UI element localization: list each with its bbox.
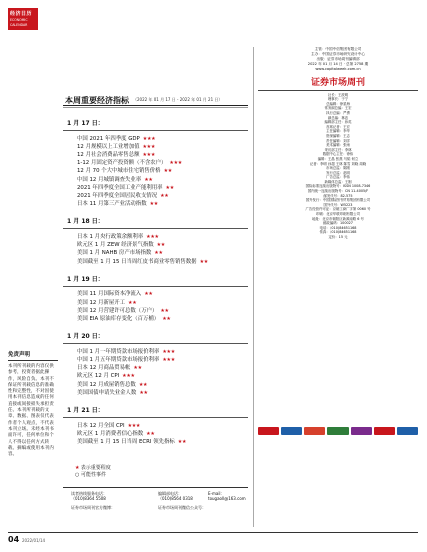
importance-stars-icon: ★★★ (162, 348, 175, 355)
day-section (63, 405, 248, 446)
indicator-item (77, 184, 248, 192)
importance-stars-icon: ★★ (128, 299, 137, 306)
staff-line: 常务副总编：王宏 (324, 106, 352, 111)
indicator-name: 日本 12 月商品贸易帐 (77, 365, 131, 372)
masthead-line: 主办：中国证券市场研究设计中心 (311, 52, 365, 56)
indicator-item (77, 372, 248, 380)
indicator-item (77, 167, 248, 175)
staff-line: 国内统一连续出版物号：CN 11-4005/F (307, 189, 369, 194)
masthead-rule (258, 90, 418, 91)
disclaimer-title: 免责声明 (8, 350, 58, 361)
day-label: 1 月 21 日： (67, 407, 104, 415)
importance-stars-icon: ★★ (138, 381, 148, 388)
partner-logo-icon (258, 427, 279, 435)
title-subrule (63, 107, 248, 108)
legend-item-importance (75, 465, 111, 472)
staff-line: 数据中心主任：徐伟 (322, 152, 354, 157)
indicator-name: 12 月 70 个大中城市住宅销售价格 (77, 168, 161, 175)
star-icon: ★ (75, 465, 80, 471)
indicator-item (77, 356, 248, 364)
indicator-item (77, 176, 248, 184)
indicator-item (77, 200, 248, 208)
importance-stars-icon: ★★ (154, 250, 163, 257)
wechat-label: 证券市场周刊微信公众号： (158, 505, 206, 510)
staff-line: 发行总监：赵明 (326, 170, 350, 175)
indicator-name: 日本 12 月全国 CPI (77, 422, 125, 429)
staff-line: 印刷：北京华联印刷有限公司 (315, 212, 361, 217)
reader-hotline-label: 读者热线服务电话： (71, 491, 107, 496)
partner-logos (258, 427, 418, 435)
indicator-name: 日本 1 月央行政策余额利率 (77, 234, 144, 241)
legend (75, 465, 111, 479)
indicator-name: 美国截至 1 月 15 日当周红皮书商业零售销售数据 (77, 258, 197, 265)
indicator-item (77, 299, 248, 307)
masthead-line: 出版：证券市场周刊编辑部 (316, 57, 360, 61)
indicator-name: 美国 12 月新屋开工 (77, 299, 126, 306)
partner-logo-icon (327, 427, 348, 435)
title-rule (63, 105, 248, 106)
importance-stars-icon: ★★ (146, 430, 155, 437)
day-section (63, 118, 248, 208)
day-rule (63, 228, 248, 229)
indicator-item (77, 364, 248, 372)
importance-stars-icon: ★★ (163, 168, 172, 175)
importance-stars-icon: ★★ (162, 316, 171, 323)
indicator-item (77, 258, 248, 266)
staff-line: 总编辑：徐星海 (326, 101, 350, 106)
day-section (63, 216, 248, 265)
importance-stars-icon: ★★ (160, 307, 169, 314)
importance-stars-icon: ★★ (199, 258, 208, 265)
disclaimer (8, 350, 58, 458)
importance-stars-icon: ★★ (177, 439, 187, 446)
indicator-name: 欧元区 1 月消费者信心指数 (77, 430, 144, 437)
day-rule (63, 286, 248, 287)
calendar-list (63, 118, 248, 454)
indicator-name: 中国 2021 年四季度 GDP (77, 135, 140, 142)
masthead-header (258, 47, 418, 72)
indicator-name: 2021 年四季度全国居民收支情况 (77, 193, 158, 200)
partner-logo-icon (374, 427, 395, 435)
indicator-item (77, 389, 248, 397)
indicator-list (63, 233, 248, 266)
indicator-name: 美国 12 月营建许可总数（万户） (77, 307, 158, 314)
importance-stars-icon: ★★ (165, 184, 174, 191)
indicator-name: 2021 年四季度全国工业产能利用率 (77, 184, 163, 191)
day-rule (63, 130, 248, 131)
importance-stars-icon: ★★★ (127, 422, 141, 429)
importance-stars-icon: ★★★ (142, 135, 156, 142)
masthead-line: 2022 年 01 月 14 日 · 总第 2758 期 (307, 62, 369, 66)
masthead-line: www.capitalweek.com.cn (315, 67, 361, 71)
indicator-name: 12 月社会消费品零售总额 (77, 152, 140, 158)
importance-stars-icon: ★★ (156, 242, 165, 249)
section-tag (8, 8, 38, 30)
indicator-item (77, 430, 248, 438)
circle-icon: ○ (75, 472, 80, 478)
indicator-name: 美国 EIA 原油库存变化（百万桶） (77, 316, 160, 323)
email[interactable]: tougaoll@163.com (208, 496, 246, 501)
staff-line: 国外代号：W5223 (323, 202, 353, 207)
indicator-item (77, 249, 248, 257)
indicator-item (77, 135, 248, 143)
page-title: 本周重要经济指标 (65, 96, 129, 105)
staff-line: 记者：李明 孙超 王林 陈雪 刘晓 周晓 (309, 161, 367, 166)
indicator-name: 日本 11 月第三产业活动指数 (77, 201, 147, 208)
indicator-item (77, 233, 248, 241)
day-rule (63, 417, 248, 418)
indicator-item (77, 438, 248, 446)
importance-stars-icon: ★★ (160, 193, 169, 200)
indicator-list (63, 290, 248, 323)
staff-line: 副总编：林忠 (327, 115, 349, 120)
importance-stars-icon: ★★★ (142, 152, 156, 158)
staff-line: 电话：（010)84651168 (319, 225, 357, 230)
indicator-name: 中国 12 月城镇调查失业率 (77, 176, 142, 183)
staff-line: 资深编辑：王志 (326, 133, 350, 138)
disclaimer-text: 本刊所刊载的内容仅供参考，投资者据此操作，风险自负。本刊不保证所刊载信息的准确性和完整性，不对因使用本刊信息造成的任何直接或间接损失承担责任。本刊所刊载的文章、数据、图表仅代表作者个人观点，不代表本刊立场。未经本刊书面许可，任何单位和个人不得以任何方式转载、摘编或使用本刊内容。 (8, 364, 54, 458)
day-label: 1 月 18 日： (67, 218, 104, 226)
importance-stars-icon: ★★★ (162, 357, 175, 364)
staff-line: 编辑：王晶 张燕 马韬 何立 (317, 156, 359, 161)
indicator-name: 12 月规模以上工业增加值 (77, 143, 140, 150)
staff-line: 首席记者：王宏 (326, 124, 350, 129)
partner-logo-icon (281, 427, 302, 435)
importance-stars-icon: ★★ (133, 365, 142, 372)
indicator-item (77, 381, 248, 389)
indicator-name: 美国 1 月 NAHB 房产市场指数 (77, 250, 152, 257)
staff-line: 邮发代号：82-575 (323, 193, 353, 198)
staff-line: 定价：15 元 (328, 235, 348, 239)
indicator-item (77, 192, 248, 200)
indicator-name: 中国 1 月一年期贷款市场报价利率 (77, 348, 160, 355)
indicator-name: 中国 1 月五年期贷款市场报价利率 (77, 357, 160, 364)
staff-line: 美术编辑：张雨 (326, 143, 350, 148)
staff-list (258, 93, 418, 240)
day-section (63, 274, 248, 323)
indicator-name: 美国国债申请失业金人数 (77, 389, 137, 396)
day-label: 1 月 19 日： (67, 275, 104, 283)
section-tag-en-2: CALENDAR (10, 23, 28, 27)
partner-logo-icon (351, 427, 372, 435)
indicator-name: 1-12 月固定资产投资额（不含农户） (77, 160, 167, 167)
indicator-item (77, 307, 248, 315)
staff-line: 主任编辑：李华 (326, 129, 350, 134)
indicator-item (77, 422, 248, 430)
page-date: 2022/01/14 (22, 538, 46, 543)
footer-rule (8, 532, 418, 533)
masthead-line: 主管：中国中信集团有限公司 (314, 47, 362, 51)
staff-line: 广告总监：李伟 (326, 175, 350, 180)
indicator-item (77, 143, 248, 151)
editorial-phone: （010)8564 0318 (158, 496, 193, 501)
day-rule (63, 343, 248, 344)
indicator-name: 欧元区 1 月 ZEW 经济景气指数 (77, 242, 154, 249)
indicator-list (63, 135, 248, 209)
day-label: 1 月 20 日： (67, 333, 104, 341)
email-label: E-mail： (208, 491, 225, 496)
reader-hotline: （010)8364 5508 (71, 496, 106, 501)
staff-line: 地址：北京市朝阳区新源南路 6 号 (312, 216, 364, 221)
staff-line: 采访部主任：李林 (324, 147, 352, 152)
contact-footer (63, 487, 248, 515)
indicator-item (77, 290, 248, 298)
indicator-item (77, 348, 248, 356)
indicator-item (77, 151, 248, 159)
indicator-name: 美国截至 1 月 15 日当周 ECRI 领先指标 (77, 439, 175, 446)
column-divider (253, 47, 254, 527)
staff-line: 编辑部主任：孙英 (324, 120, 352, 125)
importance-stars-icon: ★★ (149, 201, 158, 208)
indicator-list (63, 422, 248, 447)
staff-line: 执行总编：严勇 (326, 110, 350, 115)
indicator-name: 欧元区 12 月 CPI (77, 373, 120, 380)
date-range: （2022 年 01 月 17 日 - 2022 年 01 月 21 日） (133, 97, 223, 102)
legend-item-possible (75, 472, 111, 479)
indicator-name: 美国 11 月国际资本净流入 (77, 291, 142, 298)
partner-logo-icon (304, 427, 325, 435)
indicator-item (77, 241, 248, 249)
importance-stars-icon: ★★ (144, 291, 153, 298)
staff-line: 国外发行：中国国际图书贸易集团有限公司 (305, 198, 371, 203)
indicator-list (63, 348, 248, 397)
day-section (63, 331, 248, 397)
staff-line: 责任编辑：刘洋 (326, 138, 350, 143)
magazine-logo: 证券市场周刊 (310, 78, 365, 88)
importance-stars-icon: ★★★ (122, 373, 135, 380)
editorial-phone-label: 编辑部电话： (158, 491, 182, 496)
staff-line: 邮政编码：100027 (323, 221, 353, 226)
staff-line: 传真：（010)84651168 (319, 230, 357, 235)
indicator-name: 美国 12 月成屋销售总数 (77, 381, 136, 388)
staff-line: 社长：王波明 (327, 92, 349, 97)
section-tag-en-1: ECONOMIC (10, 18, 28, 22)
staff-line: 市场总监：陈刚 (326, 166, 350, 171)
day-label: 1 月 17 日： (67, 120, 104, 127)
staff-line: 新媒体总监：王刚 (324, 179, 352, 184)
importance-stars-icon: ★★★ (146, 234, 159, 241)
indicator-item (77, 159, 248, 167)
masthead (258, 47, 418, 240)
section-tag-cn: 经济日历 (10, 11, 33, 17)
legend-text: 表示重要程度 (80, 465, 111, 471)
partner-logo-icon (397, 427, 418, 435)
importance-stars-icon: ★★ (144, 176, 153, 183)
weibo-label: 证券市场周刊官方微博： (71, 505, 115, 510)
importance-stars-icon: ★★ (139, 389, 148, 396)
staff-line: 广告经营许可证：京朝工商广字第 0060 号 (305, 207, 371, 212)
legend-text: 可能性事件 (80, 472, 106, 478)
staff-line: 理事长：于宁 (327, 97, 349, 102)
importance-stars-icon: ★★★ (169, 160, 182, 167)
indicator-item (77, 315, 248, 323)
importance-stars-icon: ★★★ (142, 143, 156, 150)
staff-line: 国际标准连续出版物号：ISSN 1008-7346 (305, 184, 371, 189)
page-number: 04 (8, 535, 20, 544)
